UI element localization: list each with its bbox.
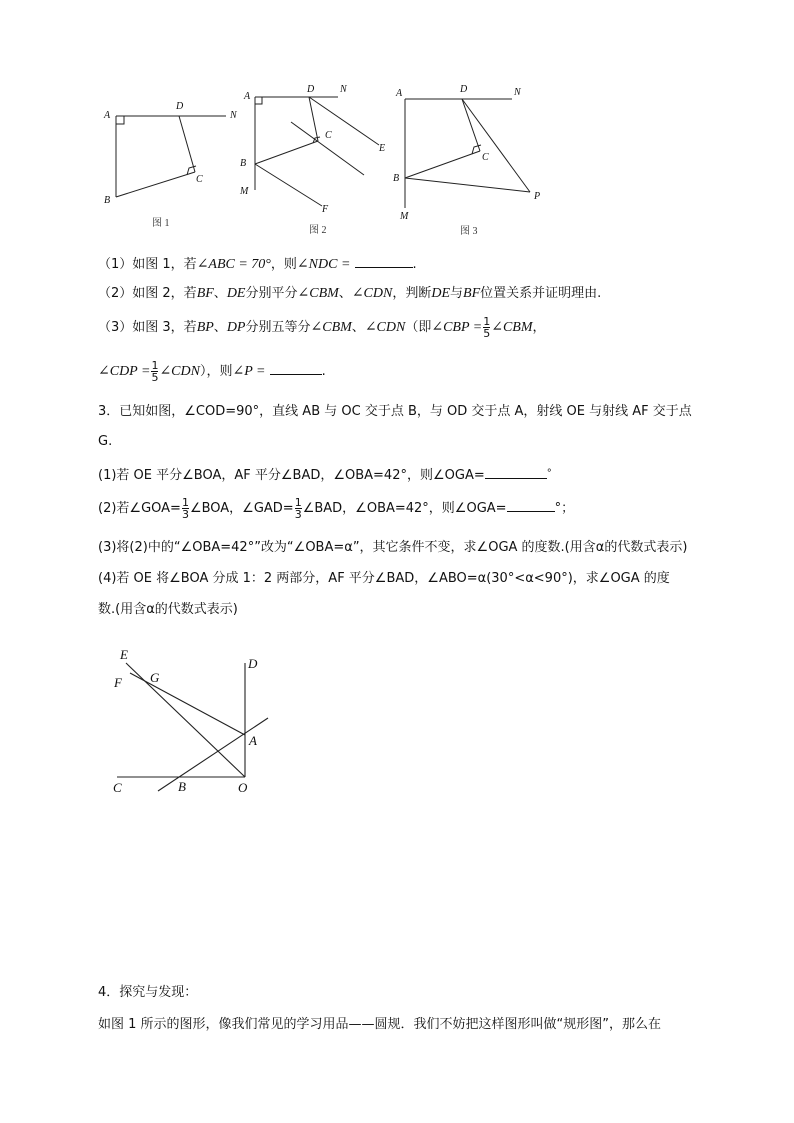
q3-part2-text-b: ∠BOA，∠GAD= bbox=[189, 501, 294, 516]
q3-fig-point-d: D bbox=[248, 656, 258, 671]
q3-part2-text-a: (2)若∠GOA= bbox=[98, 501, 181, 516]
q3-part1-degree: ° bbox=[546, 468, 552, 479]
q3-fig-point-g: G bbox=[150, 670, 160, 685]
q3-part4b: 数.(用含α的代数式表示) bbox=[98, 602, 238, 617]
q3-part4: (4)若 OE 将∠BOA 分成 1：2 两部分，AF 平分∠BAD，∠ABO=α(30°<α<90°)，求∠OGA 的度 bbox=[98, 571, 670, 586]
q2-part2-text1: 分别平分 bbox=[245, 286, 298, 301]
fig2-point-d: D bbox=[307, 84, 315, 95]
q3-fig-ray-af bbox=[130, 673, 245, 735]
q2-part1-mid: ，则 bbox=[270, 257, 297, 272]
q2-part3-sep: 、 bbox=[213, 320, 227, 335]
q4-line1: 如图 1 所示的图形，像我们常见的学习用品——圆规．我们不妨把这样图形叫做“规形图”，那么在 bbox=[98, 1017, 662, 1032]
q2-part2-bf: BF bbox=[196, 286, 214, 301]
q3-part2-frac1-den: 3 bbox=[181, 508, 189, 521]
q3-fig-line-ab bbox=[158, 718, 268, 791]
fig2-point-n: N bbox=[340, 84, 347, 95]
q2-part3-text1: 分别五等分 bbox=[245, 320, 311, 335]
q3-part2-frac2-num: 1 bbox=[294, 496, 302, 509]
fig1-caption: 图 1 bbox=[152, 218, 170, 229]
q2-part3-frac-num: 1 bbox=[483, 315, 491, 328]
q2-part3-prefix: （3）如图 3，若 bbox=[98, 320, 197, 335]
fig3-point-d: D bbox=[460, 84, 468, 95]
q2-part3b-text1: ），则 bbox=[199, 364, 233, 379]
q3-part3: (3)将(2)中的“∠OBA=42°”改为“∠OBA=α”，其它条件不变，求∠OGA 的度数.(用含α的代数式表示) bbox=[98, 540, 688, 555]
q2-part1-angle-abc: ∠ABC = 70° bbox=[196, 257, 271, 272]
q2-part3-dp: DP bbox=[226, 320, 246, 335]
q2-part2-text4: 与 bbox=[450, 286, 464, 301]
q2-part2-de2: DE bbox=[431, 286, 451, 301]
q2-part3-angle-cdn: ∠CDN bbox=[364, 320, 406, 335]
q2-part3b-frac-num: 1 bbox=[151, 359, 159, 372]
fig2-point-e: E bbox=[379, 143, 386, 154]
fig3-point-p: P bbox=[534, 191, 541, 202]
q3-fig-point-a: A bbox=[249, 733, 257, 748]
q3-fig-point-o: O bbox=[238, 780, 248, 795]
q3-line1b: G. bbox=[98, 434, 113, 449]
q2-part3-text4: ， bbox=[532, 320, 546, 335]
q2-part3-text3: （即 bbox=[405, 320, 432, 335]
q2-part3b-angle-cdn: ∠CDN bbox=[159, 364, 200, 379]
q2-part1-end: . bbox=[412, 257, 417, 272]
q2-part2-text2: 、 bbox=[338, 286, 352, 301]
q2-part3b-angle-p: ∠P = bbox=[232, 364, 266, 379]
q2-part3-angle-cbm: ∠CBM bbox=[310, 320, 352, 335]
q2-part1-prefix: （1）如图 1，若 bbox=[98, 257, 197, 272]
q2-part2-angle-cbm: ∠CBM bbox=[297, 286, 339, 301]
fig1-point-b: B bbox=[104, 195, 111, 206]
q2-part2-prefix: （2）如图 2，若 bbox=[98, 286, 197, 301]
fig1-point-d: D bbox=[176, 101, 184, 112]
q3-line1: 3．已知如图，∠COD=90°，直线 AB 与 OC 交于点 B，与 OD 交于点 A，射线 OE 与射线 AF 交于点 bbox=[98, 404, 692, 419]
fig2-point-f: F bbox=[322, 204, 329, 215]
q2-part2-bf2: BF bbox=[463, 286, 481, 301]
q2-part2-de: DE bbox=[226, 286, 246, 301]
fig1-point-n: N bbox=[230, 110, 237, 121]
q3-part1-text: (1)若 OE 平分∠BOA，AF 平分∠BAD，∠OBA=42°，则∠OGA= bbox=[98, 468, 485, 483]
fig3-caption: 图 3 bbox=[460, 226, 478, 237]
q2-part3b-frac-den: 5 bbox=[151, 371, 159, 384]
q3-part2-frac1-num: 1 bbox=[181, 496, 189, 509]
q4-title: 4．探究与发现： bbox=[98, 985, 198, 1000]
q2-part3-frac-den: 5 bbox=[483, 327, 491, 340]
q3-fig-point-e: E bbox=[120, 647, 128, 662]
q3-part2-text-c: ∠BAD，∠OBA=42°，则∠OGA= bbox=[302, 501, 507, 516]
fig3-point-a: A bbox=[396, 88, 403, 99]
fig2-point-a: A bbox=[244, 91, 251, 102]
q2-part2-sep: 、 bbox=[213, 286, 227, 301]
q2-part2-text5: 位置关系并证明理由. bbox=[480, 286, 602, 301]
fig3-point-m: M bbox=[400, 211, 409, 222]
q3-fig-point-b: B bbox=[178, 779, 186, 794]
fig1-point-a: A bbox=[104, 110, 111, 121]
q2-part3-angle-cbm2: ∠CBM bbox=[491, 320, 533, 335]
q2-part3-angle-cbp: ∠CBP = bbox=[431, 320, 483, 335]
fig2-point-c: C bbox=[325, 130, 332, 141]
fig3-point-c: C bbox=[482, 152, 489, 163]
q3-fig-point-c: C bbox=[113, 780, 122, 795]
q2-part3-text2: 、 bbox=[351, 320, 365, 335]
fig1-point-c: C bbox=[196, 174, 203, 185]
q3-part2-frac2-den: 3 bbox=[294, 508, 302, 521]
q2-part3b-angle-cdp: ∠CDP = bbox=[98, 364, 151, 379]
fig2-point-b: B bbox=[240, 158, 247, 169]
q2-part1-angle-ndc: ∠NDC = bbox=[296, 257, 351, 272]
fig2-caption: 图 2 bbox=[309, 225, 327, 236]
q2-part3b-end: . bbox=[321, 364, 326, 379]
q2-part2-angle-cdn: ∠CDN bbox=[351, 286, 393, 301]
q3-fig-point-f: F bbox=[114, 675, 122, 690]
fig2-point-m: M bbox=[240, 186, 249, 197]
fig3-point-b: B bbox=[393, 173, 400, 184]
q3-part2-end: °； bbox=[554, 501, 575, 516]
q2-part2-text3: ，判断 bbox=[392, 286, 432, 301]
q2-part3-bp: BP bbox=[196, 320, 214, 335]
fig3-point-n: N bbox=[514, 87, 521, 98]
